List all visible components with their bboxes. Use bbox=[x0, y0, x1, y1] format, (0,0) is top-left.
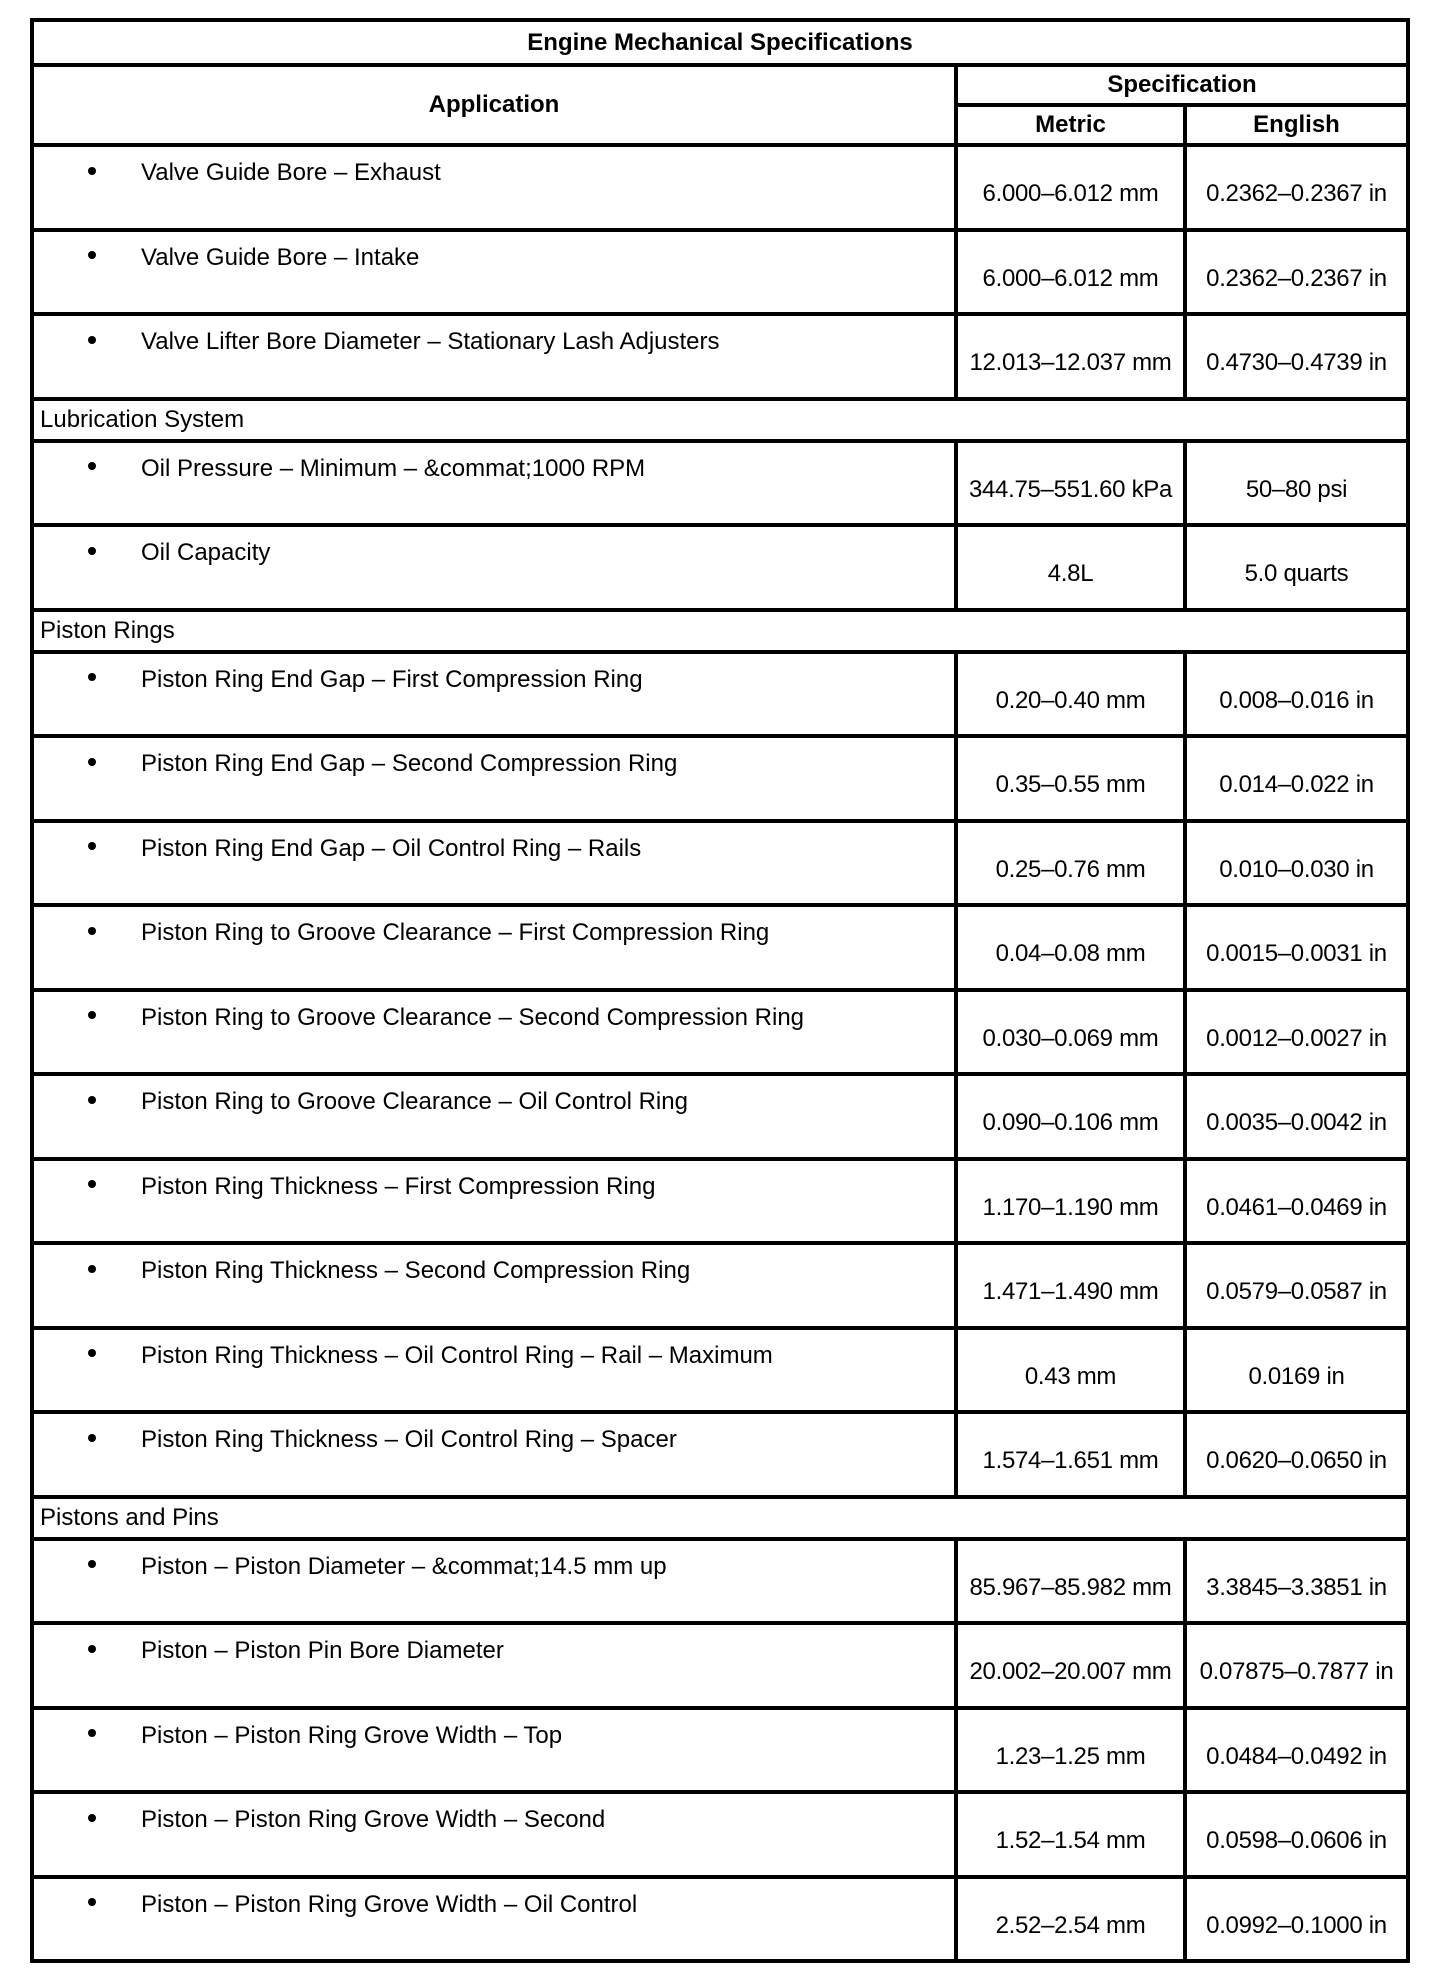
bullet-icon bbox=[88, 842, 96, 850]
section-heading: Piston Rings bbox=[32, 610, 1408, 652]
bullet-icon bbox=[88, 1560, 96, 1568]
english-cell: 0.0169 in bbox=[1185, 1328, 1408, 1413]
application-cell bbox=[32, 1243, 956, 1328]
bullet-icon bbox=[88, 758, 96, 766]
bullet-icon bbox=[88, 1434, 96, 1442]
application-cell bbox=[32, 821, 956, 906]
metric-cell: 6.000–6.012 mm bbox=[956, 230, 1185, 315]
application-cell bbox=[32, 1074, 956, 1159]
english-cell: 0.0012–0.0027 in bbox=[1185, 990, 1408, 1075]
english-cell: 0.008–0.016 in bbox=[1185, 652, 1408, 737]
table-row bbox=[32, 821, 1408, 906]
metric-cell: 1.471–1.490 mm bbox=[956, 1243, 1185, 1328]
metric-cell: 4.8L bbox=[956, 525, 1185, 610]
application-text: Piston – Piston Ring Grove Width – Top bbox=[141, 1721, 563, 1749]
table-row bbox=[32, 525, 1408, 610]
english-header: English bbox=[1185, 105, 1408, 145]
application-text: Piston Ring to Groove Clearance – First Compression Ring bbox=[141, 919, 770, 946]
application-cell bbox=[32, 145, 956, 230]
table-row bbox=[32, 1328, 1408, 1413]
english-cell: 0.0620–0.0650 in bbox=[1185, 1412, 1408, 1497]
table-row bbox=[32, 736, 1408, 821]
table-row bbox=[32, 652, 1408, 737]
table-row bbox=[32, 145, 1408, 230]
section-heading: Pistons and Pins bbox=[32, 1497, 1408, 1539]
metric-cell: 1.52–1.54 mm bbox=[956, 1792, 1185, 1877]
table-body bbox=[32, 145, 1408, 1961]
metric-cell: 344.75–551.60 kPa bbox=[956, 441, 1185, 526]
english-cell: 0.2362–0.2367 in bbox=[1185, 230, 1408, 315]
english-cell: 0.010–0.030 in bbox=[1185, 821, 1408, 906]
section-row bbox=[32, 610, 1408, 652]
application-text: Oil Capacity bbox=[141, 539, 271, 566]
bullet-icon bbox=[88, 167, 96, 175]
application-header: Application bbox=[32, 65, 956, 145]
english-cell: 0.07875–0.7877 in bbox=[1185, 1623, 1408, 1708]
metric-cell: 0.20–0.40 mm bbox=[956, 652, 1185, 737]
bullet-icon bbox=[88, 1096, 96, 1104]
bullet-icon bbox=[88, 336, 96, 344]
table-title: Engine Mechanical Specifications bbox=[32, 20, 1408, 65]
application-cell bbox=[32, 1159, 956, 1244]
spec-table bbox=[30, 18, 1410, 1963]
bullet-icon bbox=[88, 1011, 96, 1019]
application-cell bbox=[32, 905, 956, 990]
application-text: Piston Ring Thickness – First Compression Ring bbox=[141, 1172, 656, 1200]
table-row bbox=[32, 1792, 1408, 1877]
bullet-icon bbox=[88, 1898, 96, 1906]
application-cell bbox=[32, 1412, 956, 1497]
section-row bbox=[32, 1497, 1408, 1539]
metric-cell: 12.013–12.037 mm bbox=[956, 314, 1185, 399]
application-text: Piston – Piston Ring Grove Width – Oil Control bbox=[141, 1890, 638, 1918]
table-row bbox=[32, 1074, 1408, 1159]
application-text: Piston Ring Thickness – Oil Control Ring – Rail – Maximum bbox=[141, 1341, 773, 1369]
english-cell: 3.3845–3.3851 in bbox=[1185, 1539, 1408, 1624]
bullet-icon bbox=[88, 462, 96, 470]
english-cell: 0.0484–0.0492 in bbox=[1185, 1708, 1408, 1793]
metric-cell: 0.04–0.08 mm bbox=[956, 905, 1185, 990]
bullet-icon bbox=[88, 547, 96, 555]
application-text: Piston Ring Thickness – Second Compression Ring bbox=[141, 1257, 691, 1284]
application-text: Valve Guide Bore – Intake bbox=[141, 243, 420, 271]
application-text: Piston Ring End Gap – Second Compression Ring bbox=[141, 750, 678, 777]
application-cell bbox=[32, 990, 956, 1075]
application-cell bbox=[32, 1328, 956, 1413]
application-text: Piston Ring Thickness – Oil Control Ring – Spacer bbox=[141, 1426, 677, 1453]
english-cell: 0.4730–0.4739 in bbox=[1185, 314, 1408, 399]
metric-cell: 1.574–1.651 mm bbox=[956, 1412, 1185, 1497]
metric-header: Metric bbox=[956, 105, 1185, 145]
table-row bbox=[32, 230, 1408, 315]
application-text: Piston Ring End Gap – First Compression Ring bbox=[141, 665, 643, 693]
bullet-icon bbox=[88, 1645, 96, 1653]
bullet-icon bbox=[88, 1814, 96, 1822]
application-cell bbox=[32, 1539, 956, 1624]
application-cell bbox=[32, 230, 956, 315]
metric-cell: 0.030–0.069 mm bbox=[956, 990, 1185, 1075]
application-cell bbox=[32, 525, 956, 610]
application-text: Piston – Piston Pin Bore Diameter bbox=[141, 1637, 504, 1664]
english-cell: 0.0461–0.0469 in bbox=[1185, 1159, 1408, 1244]
english-cell: 0.0015–0.0031 in bbox=[1185, 905, 1408, 990]
bullet-icon bbox=[88, 1180, 96, 1188]
application-text: Piston Ring End Gap – Oil Control Ring – Rails bbox=[141, 834, 642, 862]
application-text: Piston Ring to Groove Clearance – Oil Control Ring bbox=[141, 1088, 688, 1115]
header-row bbox=[32, 65, 1408, 105]
bullet-icon bbox=[88, 927, 96, 935]
specification-header: Specification bbox=[956, 65, 1408, 105]
application-cell bbox=[32, 652, 956, 737]
table-row bbox=[32, 1539, 1408, 1624]
application-text: Piston – Piston Ring Grove Width – Second bbox=[141, 1806, 606, 1833]
table-row bbox=[32, 990, 1408, 1075]
metric-cell: 1.23–1.25 mm bbox=[956, 1708, 1185, 1793]
section-heading: Lubrication System bbox=[32, 399, 1408, 441]
metric-cell: 6.000–6.012 mm bbox=[956, 145, 1185, 230]
application-cell bbox=[32, 1792, 956, 1877]
application-cell bbox=[32, 314, 956, 399]
english-cell: 0.0579–0.0587 in bbox=[1185, 1243, 1408, 1328]
metric-cell: 85.967–85.982 mm bbox=[956, 1539, 1185, 1624]
table-row bbox=[32, 1877, 1408, 1962]
application-text: Oil Pressure – Minimum – &commat;1000 RPM bbox=[141, 454, 646, 482]
application-cell bbox=[32, 1877, 956, 1962]
table-row bbox=[32, 1708, 1408, 1793]
metric-cell: 0.43 mm bbox=[956, 1328, 1185, 1413]
application-cell bbox=[32, 1623, 956, 1708]
application-cell bbox=[32, 1708, 956, 1793]
metric-cell: 0.25–0.76 mm bbox=[956, 821, 1185, 906]
english-cell: 50–80 psi bbox=[1185, 441, 1408, 526]
english-cell: 0.2362–0.2367 in bbox=[1185, 145, 1408, 230]
application-text: Piston – Piston Diameter – &commat;14.5 mm up bbox=[141, 1552, 667, 1580]
application-cell bbox=[32, 441, 956, 526]
table-row bbox=[32, 1159, 1408, 1244]
metric-cell: 0.090–0.106 mm bbox=[956, 1074, 1185, 1159]
bullet-icon bbox=[88, 1349, 96, 1357]
bullet-icon bbox=[88, 251, 96, 259]
section-row bbox=[32, 399, 1408, 441]
application-text: Valve Lifter Bore Diameter – Stationary Lash Adjusters bbox=[141, 328, 720, 355]
metric-cell: 20.002–20.007 mm bbox=[956, 1623, 1185, 1708]
metric-cell: 2.52–2.54 mm bbox=[956, 1877, 1185, 1962]
bullet-icon bbox=[88, 1729, 96, 1737]
table-row bbox=[32, 905, 1408, 990]
bullet-icon bbox=[88, 673, 96, 681]
english-cell: 5.0 quarts bbox=[1185, 525, 1408, 610]
table-row bbox=[32, 1243, 1408, 1328]
table-row bbox=[32, 314, 1408, 399]
application-text: Valve Guide Bore – Exhaust bbox=[141, 159, 441, 186]
metric-cell: 0.35–0.55 mm bbox=[956, 736, 1185, 821]
title-row bbox=[32, 20, 1408, 65]
application-cell bbox=[32, 736, 956, 821]
table-row bbox=[32, 1412, 1408, 1497]
english-cell: 0.014–0.022 in bbox=[1185, 736, 1408, 821]
bullet-icon bbox=[88, 1265, 96, 1273]
table-row bbox=[32, 441, 1408, 526]
metric-cell: 1.170–1.190 mm bbox=[956, 1159, 1185, 1244]
english-cell: 0.0598–0.0606 in bbox=[1185, 1792, 1408, 1877]
english-cell: 0.0035–0.0042 in bbox=[1185, 1074, 1408, 1159]
application-text: Piston Ring to Groove Clearance – Second Compression Ring bbox=[141, 1003, 805, 1031]
english-cell: 0.0992–0.1000 in bbox=[1185, 1877, 1408, 1962]
table-row bbox=[32, 1623, 1408, 1708]
